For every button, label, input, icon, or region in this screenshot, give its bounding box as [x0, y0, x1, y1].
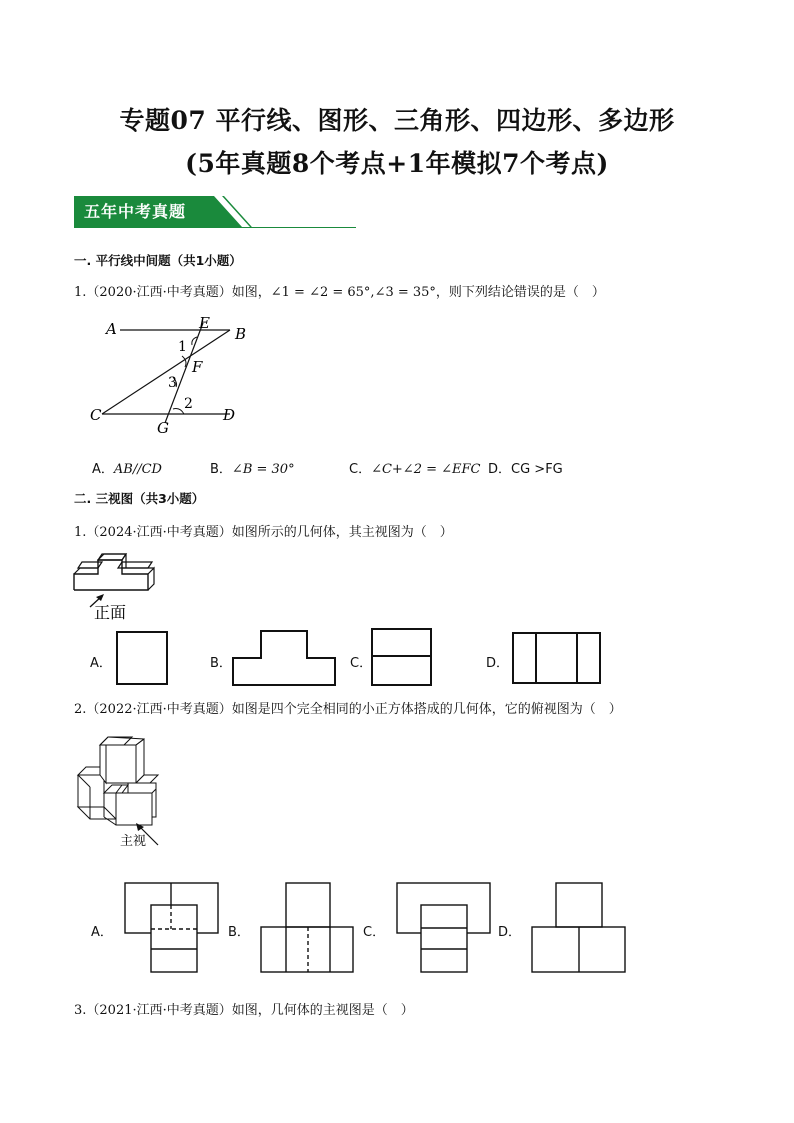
q1-option-d[interactable]: [488, 458, 563, 477]
q1-option-c[interactable]: [349, 458, 480, 477]
q3-option-b-letter[interactable]: B．: [228, 925, 250, 940]
section-heading-2: 二. 三视图（共3小题）: [74, 491, 205, 506]
label-angle-1: 1: [178, 339, 187, 355]
q1-option-b-letter: B．: [210, 462, 232, 477]
label-E: E: [199, 314, 210, 332]
label-D: D: [223, 406, 236, 424]
q1-option-c-text: ∠C+∠2 = ∠EFC: [371, 462, 481, 477]
q3-option-d-figure[interactable]: [531, 882, 627, 974]
q3-option-b-figure[interactable]: [260, 882, 354, 974]
q2-option-a-figure[interactable]: [116, 631, 168, 685]
q3-option-a-figure[interactable]: [124, 882, 220, 974]
q2-option-b-figure[interactable]: [232, 630, 336, 686]
q1-option-b-text: ∠B = 30°: [231, 462, 295, 477]
label-angle-3: 3: [168, 375, 177, 391]
label-angle-2: 2: [184, 396, 193, 412]
label-B: B: [235, 325, 247, 343]
main-view-label: 主视: [120, 834, 147, 849]
front-view-label: 正面: [94, 603, 127, 622]
question-4-stem: 3.（2021·江西·中考真题）如图，几何体的主视图是（ ）: [74, 1003, 414, 1018]
cubes-figure: [74, 735, 174, 850]
q1-option-b[interactable]: [210, 458, 295, 477]
label-G: G: [157, 419, 169, 437]
solid-figure: [70, 552, 160, 624]
document-title: 专题07 平行线、图形、三角形、四边形、多边形: [119, 106, 675, 135]
q3-option-a-letter[interactable]: A．: [91, 925, 113, 940]
q3-option-c-letter[interactable]: C．: [363, 925, 386, 940]
q1-option-d-letter: D．: [488, 462, 512, 477]
document-subtitle: (5年真题8个考点+1年模拟7个考点): [185, 149, 609, 178]
q3-option-d-letter[interactable]: D．: [498, 925, 522, 940]
q1-option-d-text: CG >FG: [511, 462, 563, 477]
q2-option-b-letter[interactable]: B．: [210, 656, 232, 671]
q1-option-a-text: AB//CD: [113, 462, 162, 477]
parallel-lines-figure: [90, 311, 260, 437]
q1-option-a-letter: A．: [92, 462, 114, 477]
q2-option-c-figure[interactable]: [371, 628, 432, 686]
q3-option-c-figure[interactable]: [396, 882, 492, 974]
label-C: C: [90, 406, 102, 424]
q2-option-d-letter[interactable]: D．: [486, 656, 510, 671]
label-F: F: [192, 358, 203, 376]
q2-option-c-letter[interactable]: C．: [350, 656, 373, 671]
label-A: A: [106, 320, 117, 338]
question-1-stem: 1.（2020·江西·中考真题）如图，∠1 = ∠2 = 65°,∠3 = 35°，则下列结论错误的是（ ）: [74, 285, 605, 300]
q1-option-a[interactable]: [92, 458, 162, 477]
question-2-stem: 1.（2024·江西·中考真题）如图所示的几何体，其主视图为（ ）: [74, 525, 453, 540]
q2-option-d-figure[interactable]: [512, 632, 601, 684]
q1-option-c-letter: C．: [349, 462, 372, 477]
q2-option-a-letter[interactable]: A．: [90, 656, 112, 671]
section-heading-1: 一. 平行线中间题（共1小题）: [74, 253, 242, 268]
question-3-stem: 2.（2022·江西·中考真题）如图是四个完全相同的小正方体搭成的几何体，它的俯视图为（ ）: [74, 702, 622, 717]
banner-underline: [74, 227, 356, 228]
banner-title: 五年中考真题: [84, 202, 187, 221]
